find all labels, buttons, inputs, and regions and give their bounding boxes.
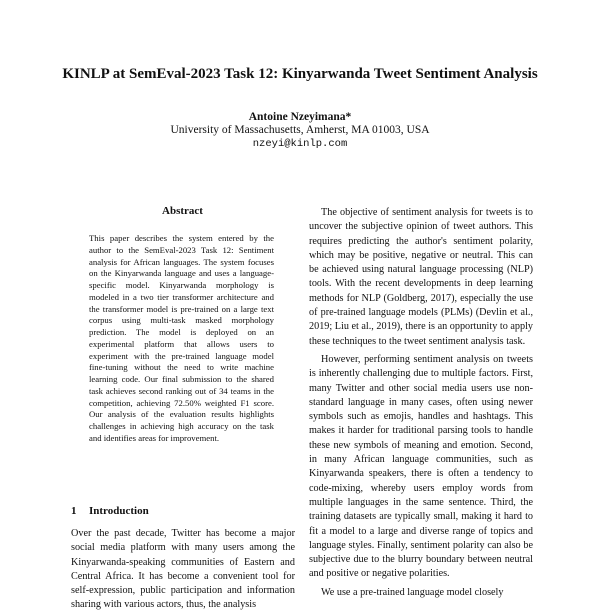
section-title: Introduction bbox=[89, 505, 149, 517]
paragraph: Over the past decade, Twitter has become a major social media platform with many users among the Kinyarwanda-speaking communities of Eastern and Central Africa. It has become a convenient tool for self-expression, public participation and information sharing with various actors, thus, the analysis bbox=[71, 528, 295, 611]
right-column bbox=[309, 206, 533, 600]
paragraph: We use a pre-trained language model closely bbox=[321, 586, 504, 598]
introduction-body bbox=[71, 527, 295, 611]
author-email[interactable]: nzeyi@kinlp.com bbox=[252, 138, 348, 150]
abstract-text: This paper describes the system entered by the author to the SemEval-2023 Task 12: Sentiment analysis for African languages. The system focuses on the Kinyarwanda language and uses a language-specific model. Kinyarwanda morphology is modeled in a two tier transformer architecture and the transformer model is pre-trained on a large text corpus using multi-task masked morphology prediction. The model is deployed on an experimental platform that allows users to experiment with the pre-trained language model fine-tuning without the need to write machine learning code. Our final submission to the shared task achieves second ranking out of 34 teams in the competition, achieving 72.50% weighted F1 score. Our analysis of the evaluation results highlights challenges in achieving high accuracy on the task and identifies areas for improvement. bbox=[89, 233, 274, 443]
section-heading-introduction bbox=[71, 505, 149, 517]
paragraph: However, performing sentiment analysis on tweets is inherently challenging due to multiple factors. First, many Twitter and other social media users use non-standard language in many cases, often using newer symbols such as emojis, handles and hashtags. This makes it harder for traditional parsing tools to handle these new symbols of meaning and emotion. Second, in many African language communities, such as Kinyarwanda speakers, there is often a tendency to code-mixing, whereby users employ words from multiple languages in the same sentence. Third, the training datasets are typically small, making it hard to fit a model to a large and diverse range of topics and language styles. Finally, sentiment polarity can also be subjective due to the blurry boundary between neutral and positive or negative polarities. bbox=[309, 353, 533, 580]
section-number: 1 bbox=[71, 505, 77, 517]
paper-title: KINLP at SemEval-2023 Task 12: Kinyarwanda Tweet Sentiment Analysis bbox=[62, 66, 538, 82]
author-name: Antoine Nzeyimana* bbox=[248, 111, 352, 123]
paragraph: The objective of sentiment analysis for tweets is to uncover the subjective opinion of tweet authors. This requires predicting the author's sentiment polarity, which may be positive, negative or neutral. This can be achieved using natural language processing (NLP) tools. With the recent developments in deep learning methods for NLP (Goldberg, 2017), especially the use of pre-trained language models (PLMs) (Devlin et al., 2019; Liu et al., 2019), there is an opportunity to apply these techniques to the tweet sentiment analysis task. bbox=[309, 207, 533, 347]
author-affiliation: University of Massachusetts, Amherst, MA 01003, USA bbox=[170, 124, 430, 136]
abstract-heading: Abstract bbox=[162, 205, 203, 217]
